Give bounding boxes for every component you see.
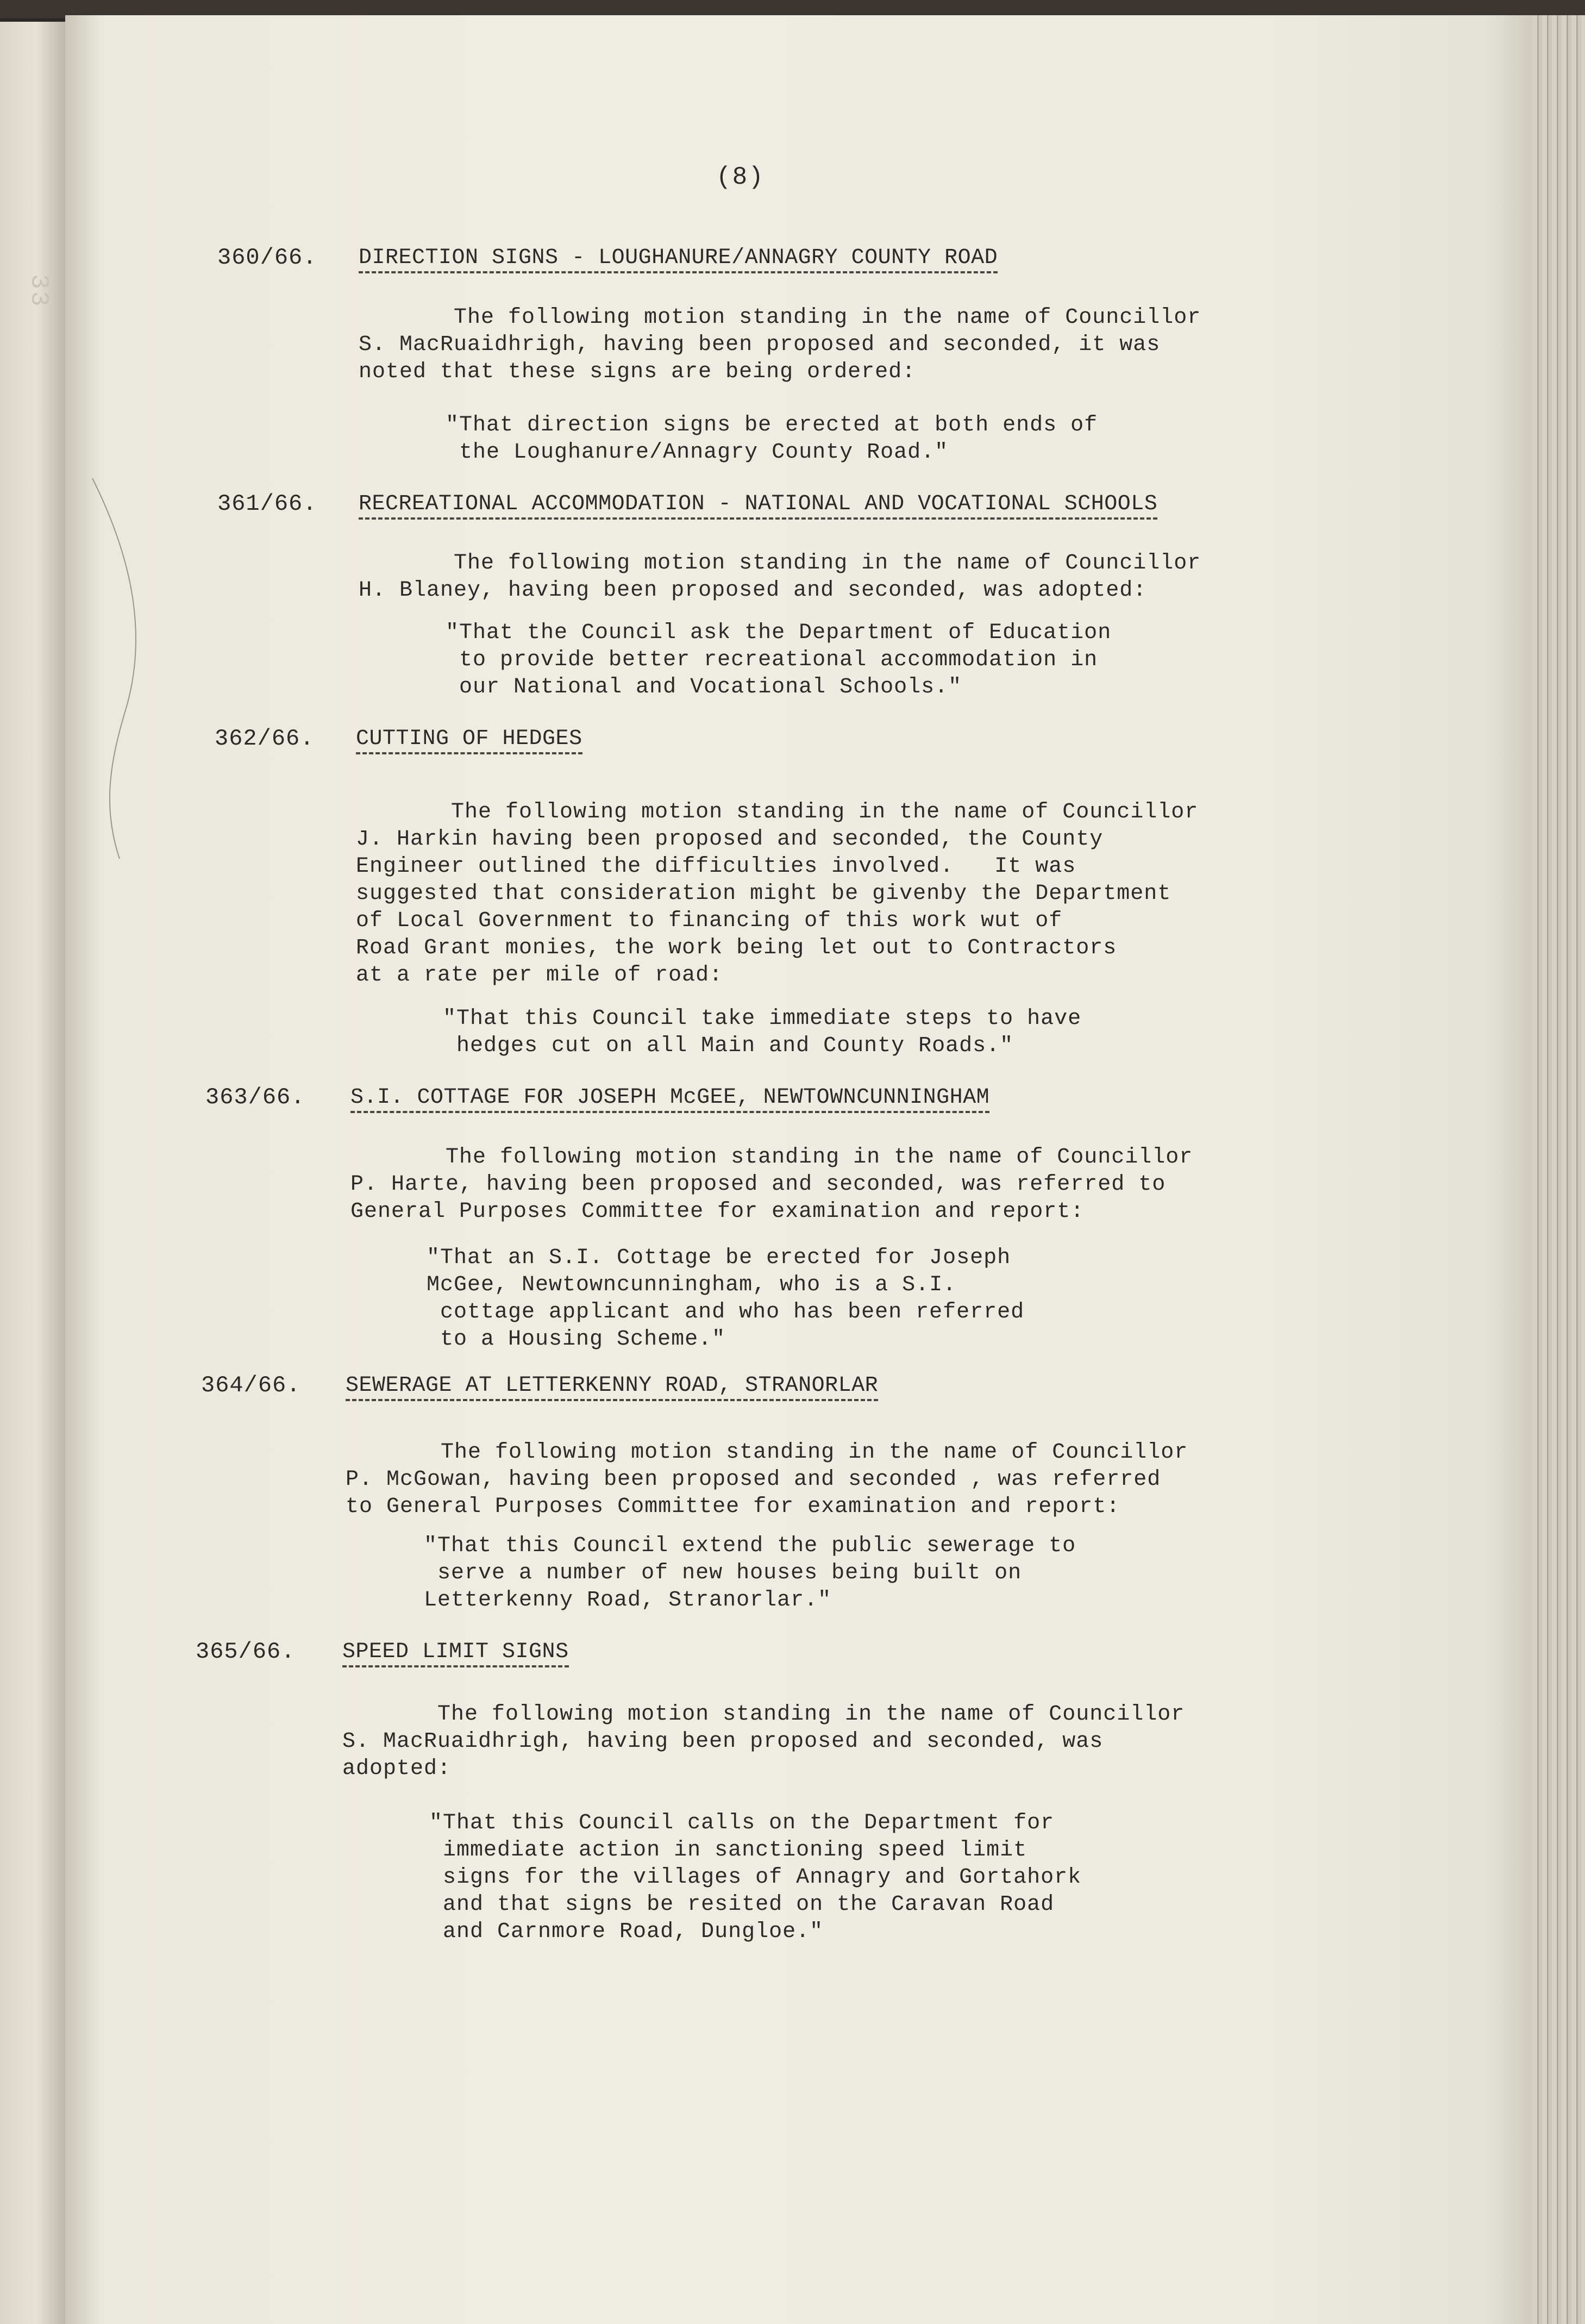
entry-quote-360: "That direction signs be erected at both ends of the Loughanure/Annagry County Road.": [446, 413, 1098, 465]
entry-quote-364: "That this Council extend the public sewerage to serve a number of new houses being built on Letterkenny Road, Stranorlar.": [424, 1534, 1076, 1613]
entry-quote-363: "That an S.I. Cottage be erected for Joseph McGee, Newtowncunningham, who is a S.I. cottage applicant and who has been referred to a Housing Scheme.": [427, 1246, 1025, 1352]
entry-number-365: 365/66.: [196, 1639, 296, 1665]
entry-quote-361: "That the Council ask the Department of Education to provide better recreational accommodation in our National and Vocational Schools.": [446, 621, 1112, 699]
entry-quote-365: "That this Council calls on the Department for immediate action in sanctioning speed limit signs for the villages of Annagry and Gortahork and that signs be resited on the Caravan Road and Carnmore Road, Dungloe.": [429, 1811, 1082, 1944]
entry-heading-362: CUTTING OF HEDGES: [356, 727, 582, 754]
entry-body-365: The following motion standing in the name of Councillor S. MacRuaidhrigh, having been proposed and seconded, was adopted:: [342, 1702, 1185, 1781]
entry-number-363: 363/66.: [205, 1084, 305, 1110]
entry-number-364: 364/66.: [201, 1372, 301, 1398]
pencil-margin-curve: [87, 478, 152, 859]
entry-number-361: 361/66.: [217, 491, 317, 517]
entry-body-363: The following motion standing in the name of Councillor P. Harte, having been proposed and seconded, was referred to General Purposes Committee for examination and report:: [350, 1145, 1193, 1224]
page-number: (8): [716, 163, 765, 191]
entry-body-362: The following motion standing in the name of Councillor J. Harkin having been proposed and seconded, the County Engineer outlined the difficulties involved. It was suggested that consideration might be givenby the Department of Local Government to financing of this work wut of Road Grant monies, the work being let out to Contractors at a rate per mile of road:: [356, 800, 1199, 988]
entry-body-360: The following motion standing in the name of Councillor S. MacRuaidhrigh, having been proposed and seconded, it was noted that these signs are being ordered:: [359, 305, 1201, 384]
entry-heading-361: RECREATIONAL ACCOMMODATION - NATIONAL AND VOCATIONAL SCHOOLS: [359, 492, 1157, 520]
entry-number-360: 360/66.: [217, 245, 317, 271]
entry-body-361: The following motion standing in the name of Councillor H. Blaney, having been proposed and seconded, was adopted:: [359, 551, 1201, 603]
entry-heading-365: SPEED LIMIT SIGNS: [342, 1640, 569, 1667]
entry-heading-364: SEWERAGE AT LETTERKENNY ROAD, STRANORLAR: [346, 1373, 878, 1401]
entry-heading-360: DIRECTION SIGNS - LOUGHANURE/ANNAGRY COUNTY ROAD: [359, 246, 998, 273]
page-stack-edges: [1532, 15, 1585, 2324]
left-page-mark: 33: [24, 274, 53, 309]
left-page-edge: [0, 22, 65, 2324]
entry-number-362: 362/66.: [215, 726, 315, 752]
entry-heading-363: S.I. COTTAGE FOR JOSEPH McGEE, NEWTOWNCUNNINGHAM: [350, 1085, 989, 1113]
entry-body-364: The following motion standing in the name of Councillor P. McGowan, having been proposed and seconded , was referred to General Purposes Committee for examination and report:: [346, 1440, 1188, 1519]
entry-quote-362: "That this Council take immediate steps to have hedges cut on all Main and County Roads.": [443, 1007, 1082, 1058]
